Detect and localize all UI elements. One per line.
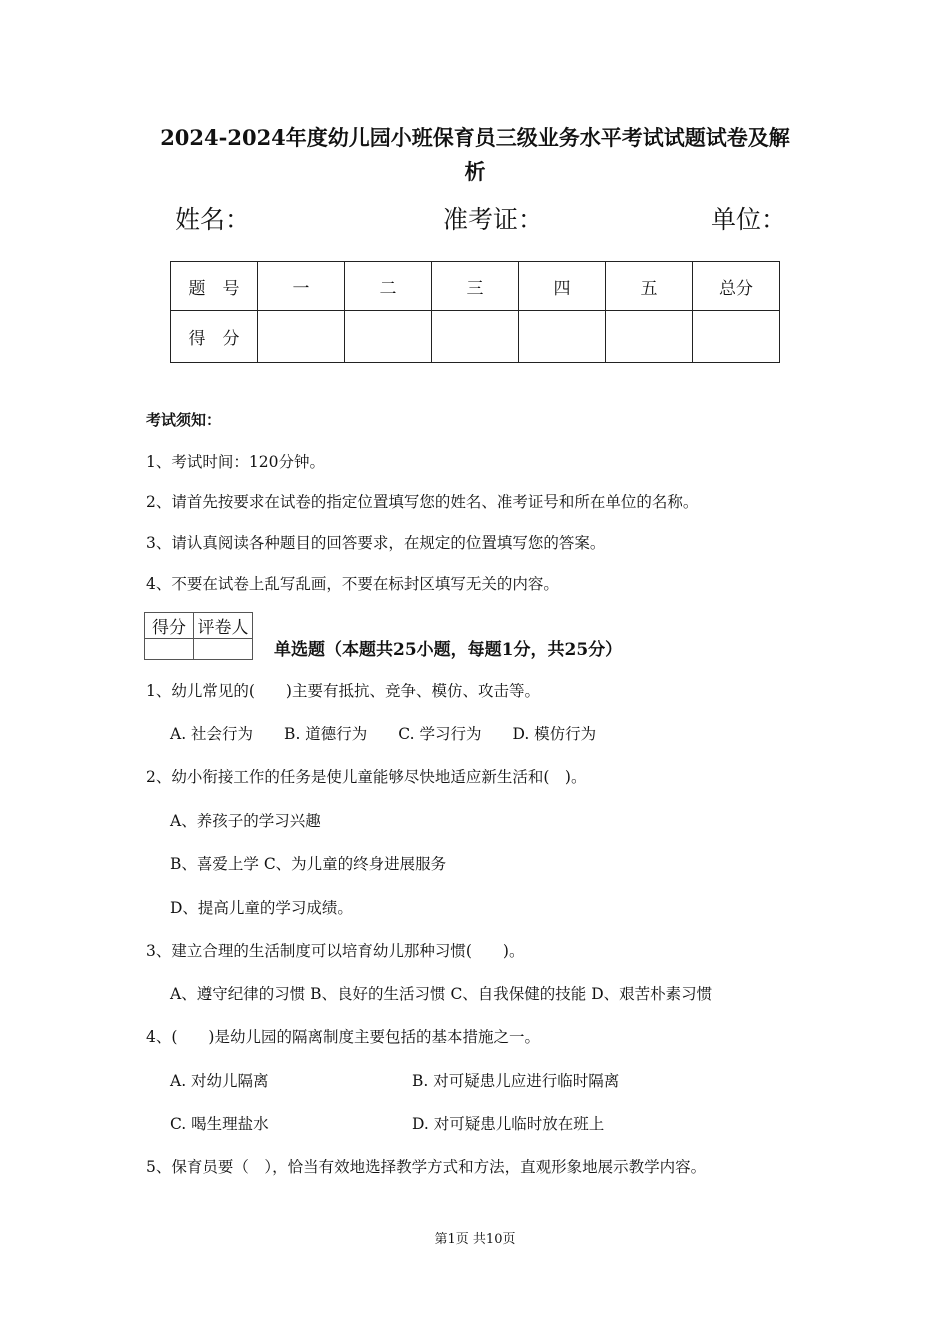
question-option: B、喜爱上学 C、为儿童的终身进展服务 xyxy=(170,855,447,873)
page-number: 第1页 共10页 xyxy=(434,1232,516,1247)
grader-name-label: 评卷人 xyxy=(194,613,253,639)
exam-id-label: 准考证： xyxy=(443,205,544,234)
score-table-score-row xyxy=(171,311,780,363)
grader-score-cell[interactable] xyxy=(145,639,194,660)
score-table-header-cell: 二 xyxy=(345,262,432,311)
question-option: D、提高儿童的学习成绩。 xyxy=(170,899,353,917)
notice-item: 2、请首先按要求在试卷的指定位置填写您的姓名、准考证号和所在单位的名称。 xyxy=(146,493,699,511)
score-table-header-cell: 总分 xyxy=(693,262,780,311)
name-label: 姓名： xyxy=(175,205,251,234)
notice-item: 1、考试时间：120分钟。 xyxy=(146,453,325,471)
score-entry-cell[interactable] xyxy=(519,311,606,363)
question-option: B. 对可疑患儿应进行临时隔离 xyxy=(412,1072,620,1090)
score-entry-cell[interactable] xyxy=(345,311,432,363)
score-entry-cell[interactable] xyxy=(606,311,693,363)
score-table-header-cell: 三 xyxy=(432,262,519,311)
question-stem: 1、幼儿常见的( )主要有抵抗、竞争、模仿、攻击等。 xyxy=(146,682,540,700)
grader-name-cell[interactable] xyxy=(194,639,253,660)
unit-label: 单位： xyxy=(711,205,787,234)
question-options: A. 社会行为 B. 道德行为 C. 学习行为 D. 模仿行为 xyxy=(170,725,597,743)
score-table-header-cell: 四 xyxy=(519,262,606,311)
score-entry-cell[interactable] xyxy=(432,311,519,363)
section-title: 单选题（本题共25小题，每题1分，共25分） xyxy=(274,640,623,660)
question-stem: 5、保育员要（ ），恰当有效地选择教学方式和方法，直观形象地展示教学内容。 xyxy=(146,1158,707,1176)
document-title-line-2: 析 xyxy=(464,159,486,184)
notice-item: 4、不要在试卷上乱写乱画，不要在标封区填写无关的内容。 xyxy=(146,575,559,593)
grader-score-label: 得分 xyxy=(145,613,194,639)
score-entry-cell[interactable] xyxy=(693,311,780,363)
notice-heading: 考试须知： xyxy=(146,411,222,429)
question-option: D. 对可疑患儿临时放在班上 xyxy=(412,1115,605,1133)
grader-box xyxy=(144,612,253,660)
score-table-header-cell: 题 号 xyxy=(171,262,258,311)
question-option: A、养孩子的学习兴趣 xyxy=(170,812,321,830)
score-table-row-label: 得 分 xyxy=(171,311,258,363)
score-entry-cell[interactable] xyxy=(258,311,345,363)
question-stem: 2、幼小衔接工作的任务是使儿童能够尽快地适应新生活和( )。 xyxy=(146,768,587,786)
document-title-line-1: 2024-2024年度幼儿园小班保育员三级业务水平考试试题试卷及解 xyxy=(160,125,790,150)
notice-item: 3、请认真阅读各种题目的回答要求，在规定的位置填写您的答案。 xyxy=(146,534,606,552)
question-options: A、遵守纪律的习惯 B、良好的生活习惯 C、自我保健的技能 D、艰苦朴素习惯 xyxy=(170,985,713,1003)
score-table-header-row xyxy=(171,262,780,311)
question-stem: 4、( )是幼儿园的隔离制度主要包括的基本措施之一。 xyxy=(146,1028,540,1046)
score-table-header-cell: 五 xyxy=(606,262,693,311)
question-option: A. 对幼儿隔离 xyxy=(170,1072,269,1090)
question-option: C. 喝生理盐水 xyxy=(170,1115,269,1133)
score-table xyxy=(170,261,780,363)
question-stem: 3、建立合理的生活制度可以培育幼儿那种习惯( )。 xyxy=(146,942,525,960)
score-table-header-cell: 一 xyxy=(258,262,345,311)
